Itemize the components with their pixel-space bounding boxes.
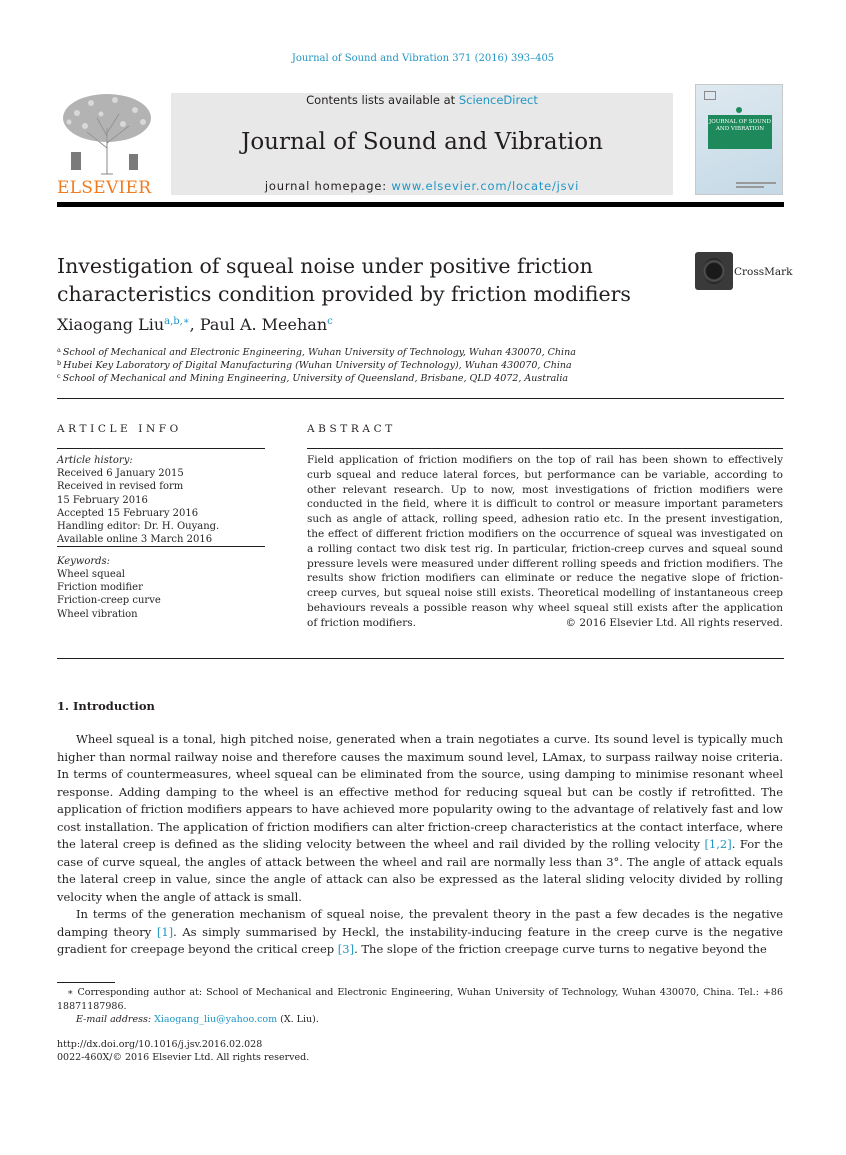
journal-title: Journal of Sound and Vibration — [241, 129, 603, 155]
reference-link[interactable]: [3] — [337, 942, 355, 956]
abstract-rule — [307, 448, 783, 449]
cover-badge-icon — [704, 91, 716, 100]
homepage-link[interactable]: www.elsevier.com/locate/jsvi — [391, 179, 580, 193]
homepage-line: journal homepage: www.elsevier.com/locate/jsvi — [264, 179, 580, 193]
journal-citation[interactable]: Journal of Sound and Vibration 371 (2016) 393–405 — [291, 53, 555, 64]
issn-copyright: 0022-460X/© 2016 Elsevier Ltd. All rights reserved. — [57, 1052, 310, 1063]
abstract-text: Field application of friction modifiers on the top of rail has been shown to effectively curb squeal and reduce lateral forces, but performance can be variable, according to other relevant research. Up to now, most investigations of friction modifiers were conducted in the field, where it is difficult to control or measure important parameters such as angle of attack, rolling speed, adhesion ratio etc. In the present investigation, the effect of different friction modifiers on the occurrence of squeal was investigated on a rolling contact two disk test rig. In particular, friction-creep curves and squeal sound pressure levels were measured under different rolling speeds and friction modifiers. The results show friction modifiers can eliminate or reduce the negative slope of friction-creep curves, but squeal noise still exists. Theoretical modelling of instantaneous creep behaviours reveals a possible reason why wheel squeal still exists after the application of friction modifiers. — [307, 454, 783, 629]
affiliation: $^b$ Hubei Key Laboratory of Digital Manufacturing (Wuhan University of Technology), Wuhan 430070, China — [57, 359, 572, 371]
history-label: Article history: — [57, 455, 133, 466]
article-info-heading: ARTICLE INFO — [57, 423, 182, 435]
header-rule — [57, 202, 784, 207]
cover-title: JOURNAL OF SOUND AND VIBRATION — [708, 115, 772, 149]
title-line-1: Investigation of squeal noise under positive friction — [57, 254, 593, 278]
title-line-2: characteristics condition provided by friction modifiers — [57, 282, 631, 306]
corresponding-author-note: ∗ Corresponding author at: School of Mechanical and Electronic Engineering, Wuhan University of Technology, Wuhan 430070, China. Tel.: +86 18871187986. — [57, 987, 783, 1012]
section-divider — [57, 658, 784, 659]
introduction-heading: 1. Introduction — [57, 699, 155, 713]
received-date: Received 6 January 2015 — [57, 468, 184, 479]
doi-link[interactable]: http://dx.doi.org/10.1016/j.jsv.2016.02.028 — [57, 1039, 263, 1050]
keyword: Wheel vibration — [57, 609, 138, 620]
keywords-label: Keywords: — [57, 556, 111, 567]
introduction-body — [57, 731, 783, 959]
revised-date: 15 February 2016 — [57, 495, 148, 506]
accepted-date: Accepted 15 February 2016 — [57, 508, 199, 519]
paragraph: Wheel squeal is a tonal, high pitched noise, generated when a train negotiates a curve. Its sound level is typically much higher than normal railway noise and therefore causes the maximum sound level, LAmax, to surpass railway noise criteria. In terms of countermeasures, wheel squeal can be eliminated from the source, using damping to minimise resonant wheel response. Adding damping to the wheel is an effective method for reducing squeal but can be costly if retrofitted. The application of friction modifiers appears to have achieved more popularity owing to the advantage of relatively fast and low cost installation. The application of friction modifiers can alter friction-creep characteristics at the contact interface, where the lateral creep is defined as the sliding velocity between the wheel and rail divided by the rolling velocity [1,2]. For the case of curve squeal, the angles of attack between the wheel and rail are normally less than 3°. The angle of attack equals the lateral creep in value, since the angle of attack can also be expressed as the lateral sliding velocity divided by rolling velocity when the angle of attack is small. — [57, 732, 783, 904]
keywords-rule — [57, 546, 265, 547]
crossmark-icon[interactable] — [695, 252, 733, 290]
cover-footer-graphic — [736, 179, 776, 189]
paragraph: In terms of the generation mechanism of squeal noise, the prevalent theory in the past a few decades is the negative damping theory [1]. As simply summarised by Heckl, the instability-inducing feature in the creep curve is the negative gradient for creepage beyond the critical creep [3]. The slope of the friction creepage curve turns to negative beyond the — [57, 907, 783, 956]
article-info-rule — [57, 448, 265, 449]
crossmark-label[interactable]: CrossMark — [734, 266, 793, 278]
journal-header — [171, 93, 673, 195]
author-marks[interactable]: a,b,∗ — [164, 316, 190, 327]
reference-link[interactable]: [1,2] — [704, 837, 732, 851]
keyword: Friction-creep curve — [57, 595, 161, 606]
keyword: Friction modifier — [57, 582, 143, 593]
elsevier-wordmark: ELSEVIER — [57, 178, 152, 198]
elsevier-tree-icon — [57, 88, 162, 176]
author-list: Xiaogang Liu$^{a,b,∗}$, Paul A. Meehan$^c$ — [57, 315, 333, 334]
handling-editor: Handling editor: Dr. H. Ouyang. — [57, 521, 220, 532]
elsevier-logo — [57, 88, 162, 198]
cover-dot-icon — [736, 107, 742, 113]
email-note: E-mail address: Xiaogang_liu@yahoo.com (X. Liu). — [76, 1014, 319, 1025]
author-name[interactable]: Paul A. Meehan — [199, 315, 328, 334]
abstract-copyright: © 2016 Elsevier Ltd. All rights reserved. — [565, 617, 783, 629]
keyword: Wheel squeal — [57, 569, 125, 580]
sciencedirect-link[interactable]: ScienceDirect — [458, 93, 538, 107]
author-name[interactable]: Xiaogang Liu — [57, 315, 165, 334]
affiliation: $^a$ School of Mechanical and Electronic Engineering, Wuhan University of Technology, Wuhan 430070, China — [57, 346, 576, 358]
affiliation: $^c$ School of Mechanical and Mining Engineering, University of Queensland, Brisbane, QLD 4072, Australia — [57, 372, 569, 384]
revised-date-label: Received in revised form — [57, 481, 184, 492]
contents-line: Contents lists available at ScienceDirect — [306, 93, 538, 107]
abstract-heading: ABSTRACT — [307, 423, 396, 435]
footnote-rule — [57, 982, 115, 983]
online-date: Available online 3 March 2016 — [57, 534, 213, 545]
email-link[interactable]: Xiaogang_liu@yahoo.com — [154, 1014, 278, 1025]
author-marks[interactable]: c — [327, 316, 333, 327]
section-divider — [57, 398, 784, 399]
journal-cover[interactable] — [695, 84, 783, 195]
reference-link[interactable]: [1] — [156, 924, 174, 939]
article-title — [57, 252, 677, 308]
